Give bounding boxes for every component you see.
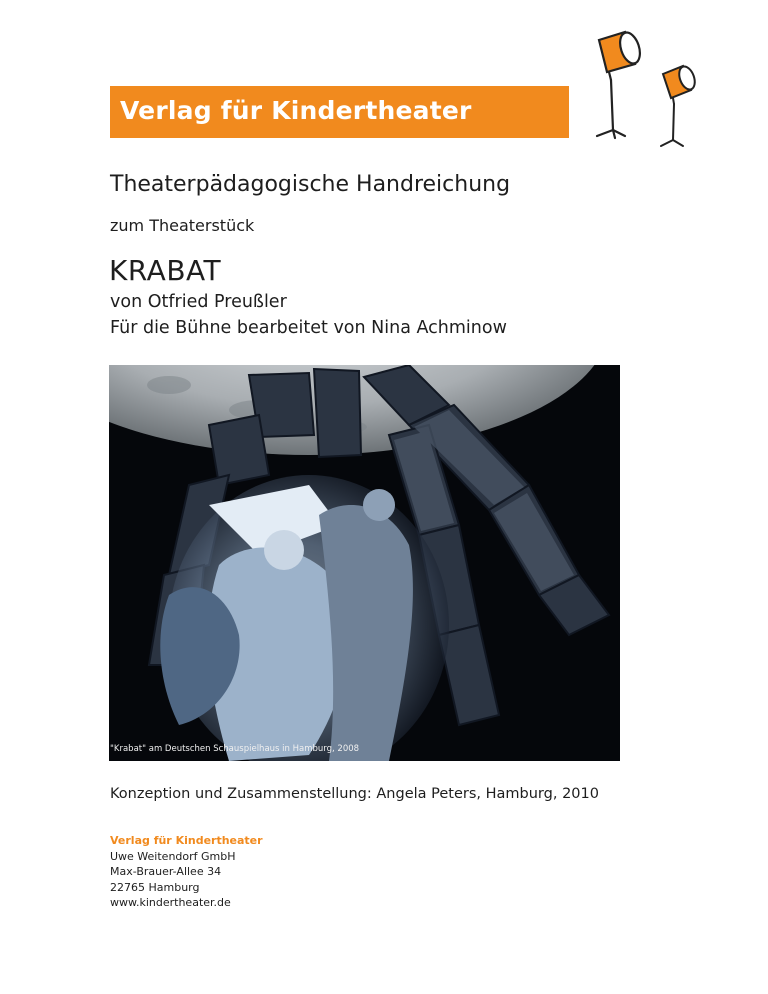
publisher-banner [110,86,569,138]
publisher-name: Verlag für Kindertheater [110,834,263,847]
credits-line: Konzeption und Zusammenstellung: Angela Peters, Hamburg, 2010 [110,786,599,802]
play-adaptation: Für die Bühne bearbeitet von Nina Achminow [110,318,507,338]
banner-title: Verlag für Kindertheater [120,96,472,125]
publisher-city: 22765 Hamburg [110,880,200,894]
photo-caption: "Krabat" am Deutschen Schauspielhaus in Hamburg, 2008 [110,744,360,754]
stage-photo [109,365,620,761]
publisher-company: Uwe Weitendorf GmbH [110,849,236,863]
document-subline: zum Theaterstück [110,216,255,235]
play-author: von Otfried Preußler [110,292,287,312]
play-title: KRABAT [109,254,222,287]
document-subtitle: Theaterpädagogische Handreichung [110,172,511,197]
publisher-address [110,833,263,911]
publisher-website[interactable]: www.kindertheater.de [110,896,231,909]
stage-lamps-icon [585,22,705,150]
publisher-street: Max-Brauer-Allee 34 [110,865,222,878]
